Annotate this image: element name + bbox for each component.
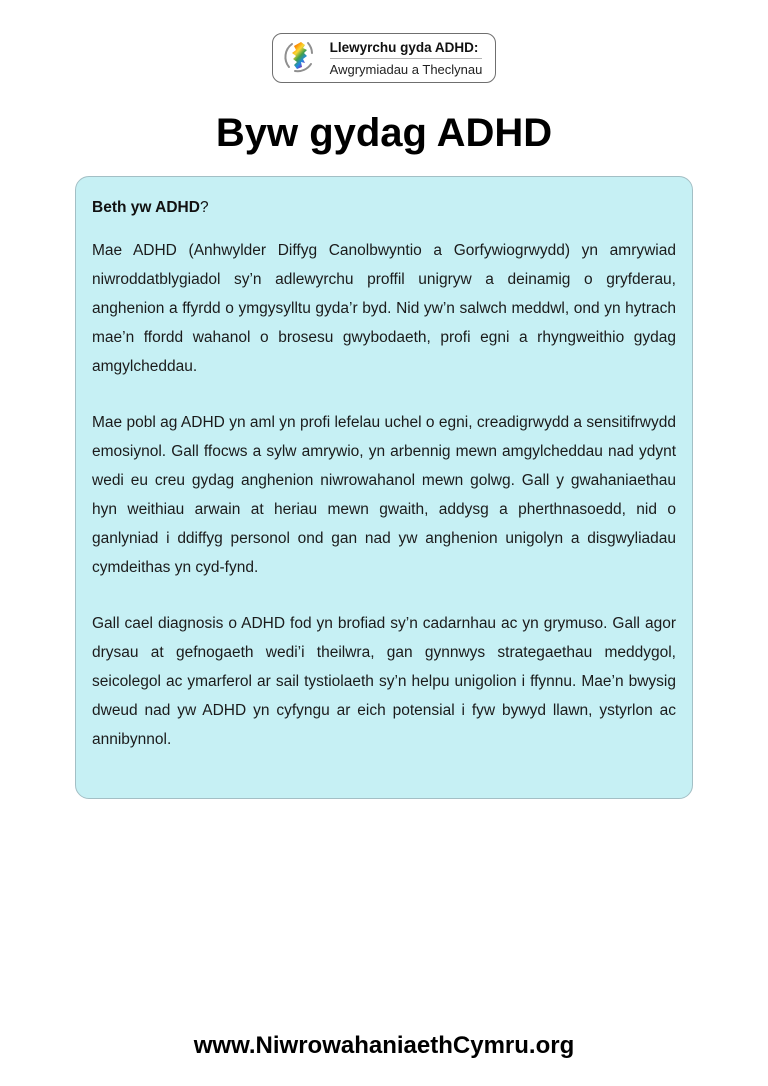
content-box: [75, 176, 693, 799]
paragraph-what-is-adhd: Mae ADHD (Anhwylder Diffyg Canolbwyntio a Gorfywiogrwydd) yn amrywiad niwroddatblygiadol sy’n adlewyrchu proffil unigryw a deinamig o gryfderau, anghenion a ffyrdd o ymgysylltu gyda’r byd. Nid yw’n salwch meddwl, ond yn hytrach mae’n ffordd wahanol o brosesu gwybodaeth, profi egni a rhyngweithio gydag amgylcheddau.: [92, 242, 676, 375]
badge-title: Llewyrchu gyda ADHD:: [329, 40, 479, 55]
section-heading-text: Beth yw ADHD: [92, 199, 200, 216]
badge-text: [330, 39, 483, 77]
paragraph-diagnosis: Gall cael diagnosis o ADHD fod yn brofiad sy’n cadarnhau ac yn grymuso. Gall agor drysau at gefnogaeth wedi’i theilwra, gan gynnwys strategaethau meddygol, seicolegol ac ymarferol ar sail tystiolaeth sy’n helpu unigolion i ffynnu. Mae’n bwysig dweud nad yw ADHD yn cyfyngu ar eich potensial i fyw bywyd llawn, ystyrlon ac annibynnol.: [92, 615, 676, 748]
brand-badge: [272, 33, 497, 83]
badge-subtitle: Awgrymiadau a Theclynau: [329, 62, 483, 77]
page-title: Byw gydag ADHD: [215, 111, 553, 155]
wales-rainbow-logo-icon: [281, 38, 321, 78]
paragraph-experiences: Mae pobl ag ADHD yn aml yn profi lefelau uchel o egni, creadigrwydd a sensitifrwydd emosiynol. Gall ffocws a sylw amrywio, yn arbennig mewn amgylcheddau nad ydynt wedi eu creu gydag anghenion niwrowahanol mewn golwg. Gall y gwahaniaethau hyn weithiau arwain at heriau mewn gwaith, addysg a pherthnasoedd, nid o ganlyniad i ddiffyg personol ond gan nad yw anghenion unigolyn a disgwyliadau cymdeithas yn cyd-fynd.: [92, 414, 676, 576]
section-heading-question-mark: ?: [199, 199, 209, 216]
section-heading: [92, 198, 676, 218]
badge-divider: [330, 58, 483, 59]
footer-website-url: www.NiwrowahaniaethCymru.org: [193, 1032, 575, 1059]
